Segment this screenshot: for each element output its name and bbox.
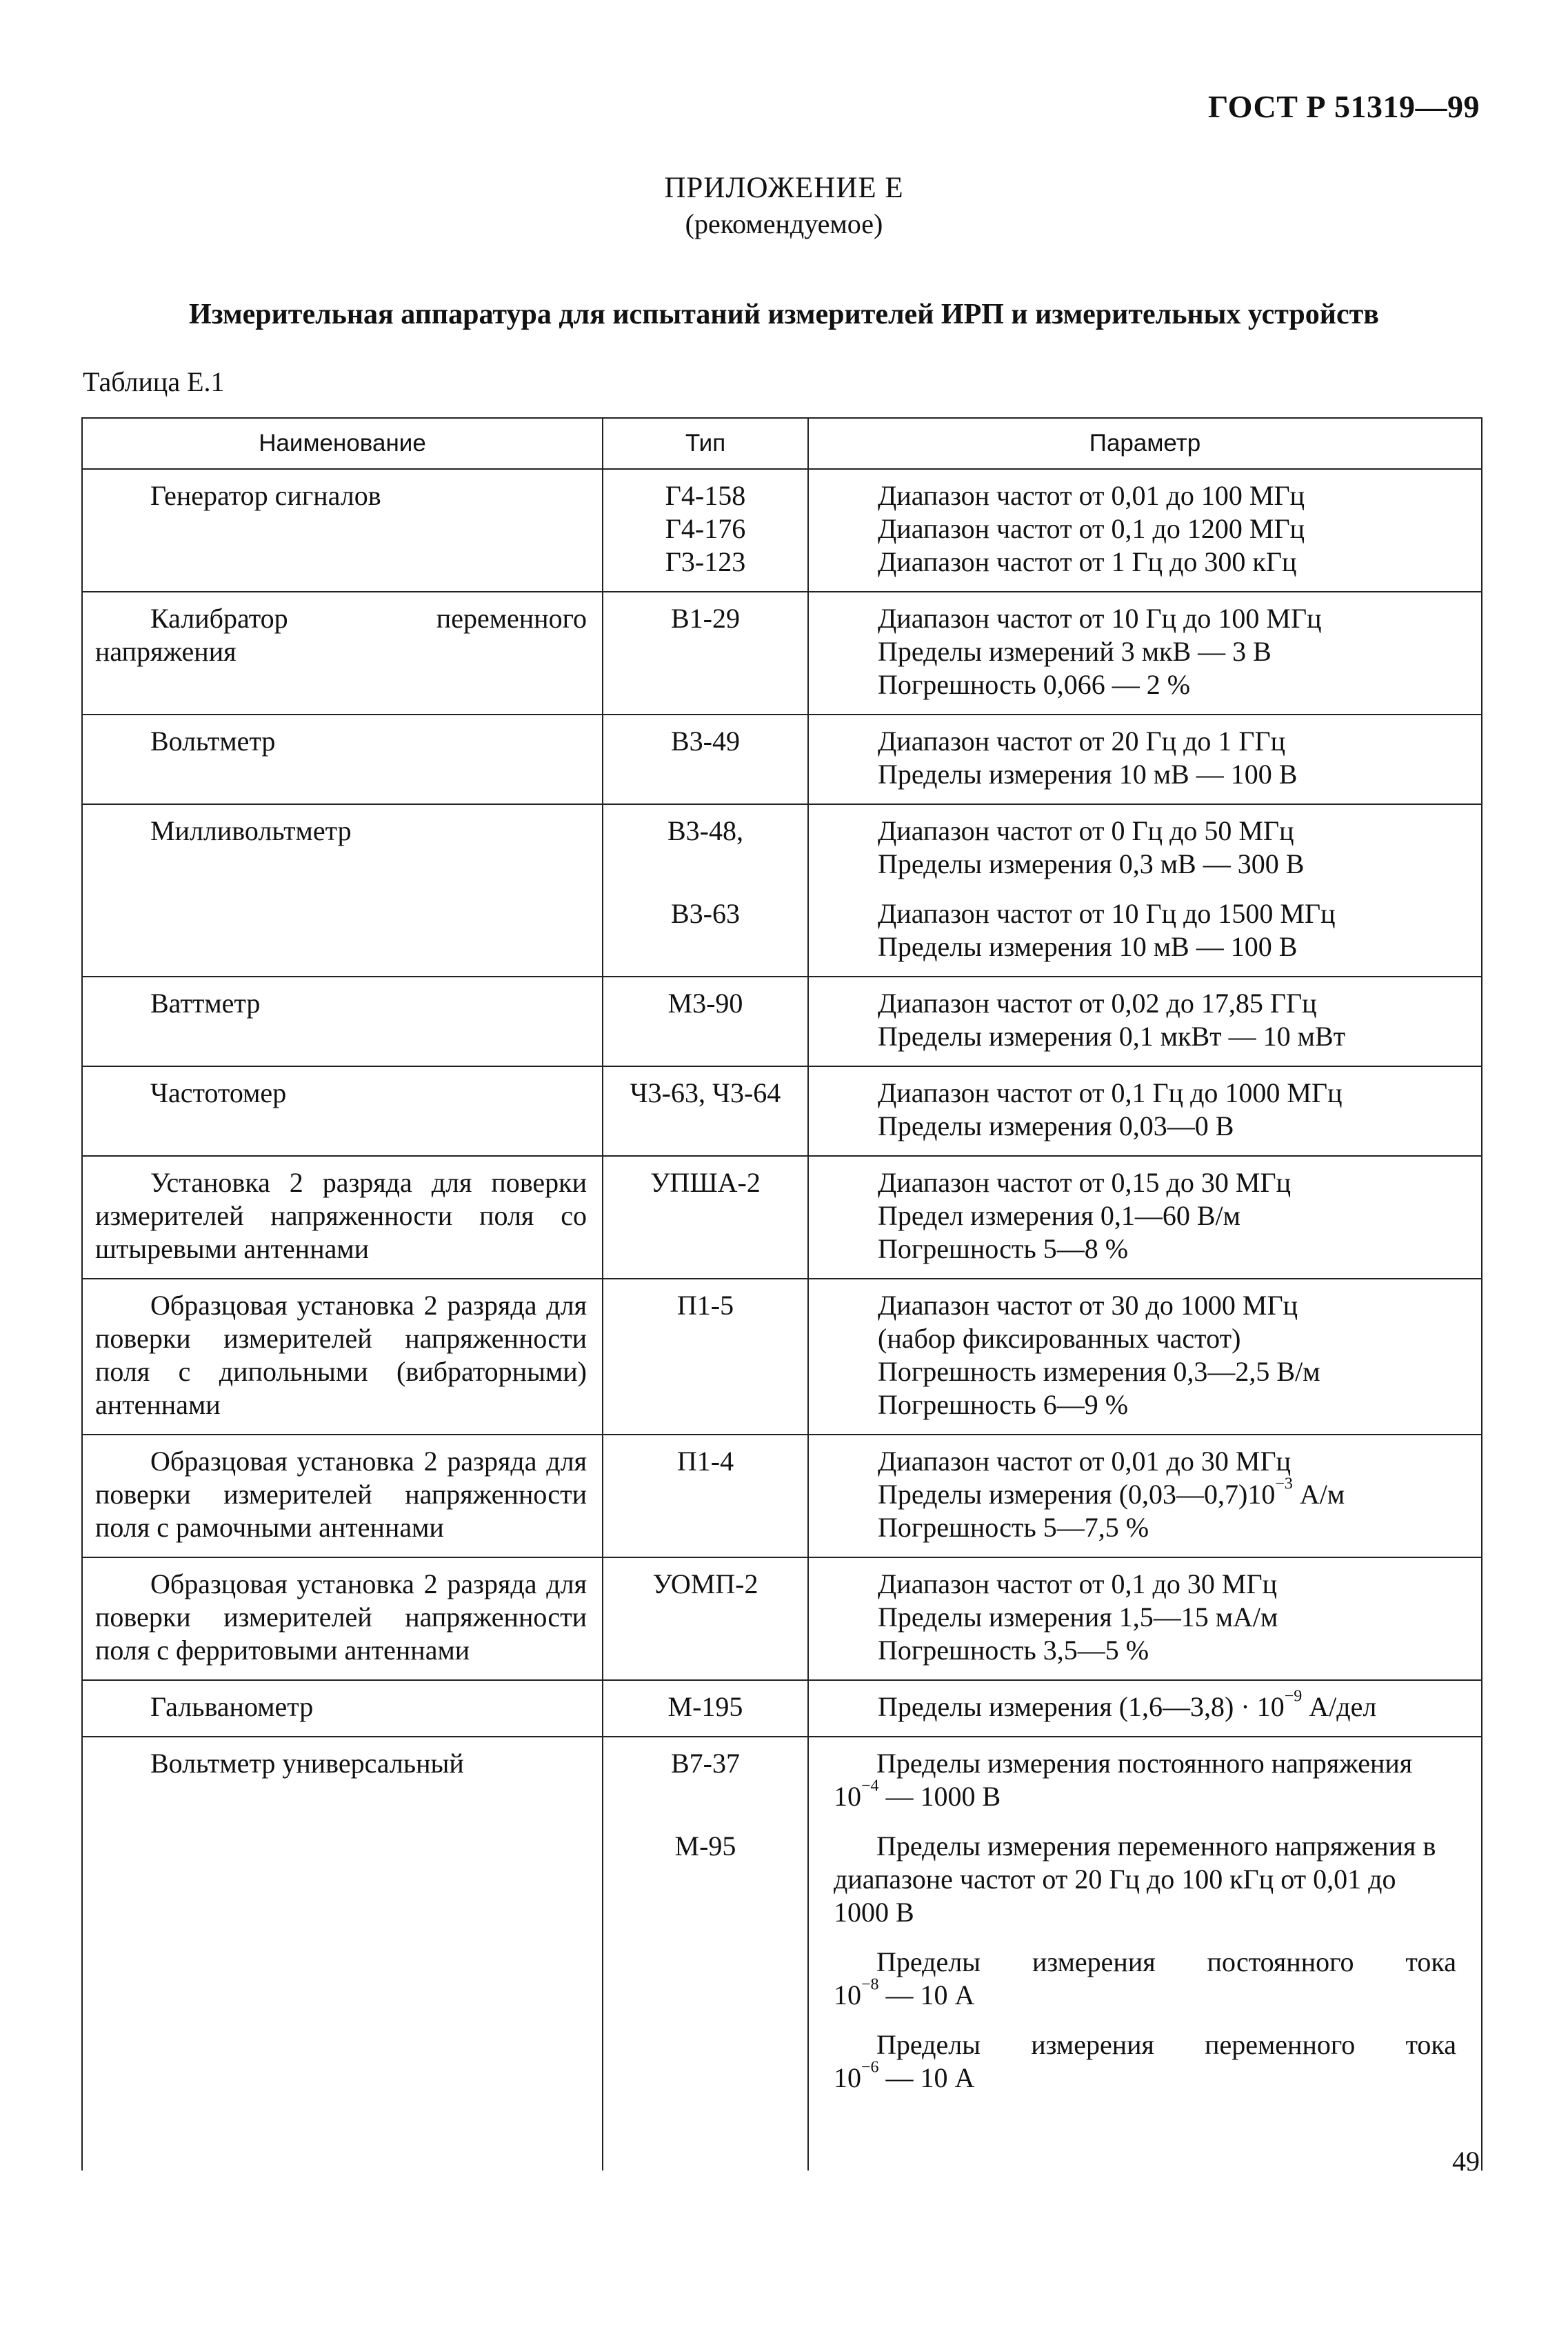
appendix-heading: [0, 171, 1568, 240]
table-label: Таблица Е.1: [83, 366, 225, 397]
row-param: Диапазон частот от 0,01 до 100 МГц Диапазон частот от 0,1 до 1200 МГц Диапазон частот от 1 Гц до 300 кГц: [808, 469, 1482, 592]
current-ac-line: Пределы измерения переменного тока: [876, 2029, 1456, 2060]
row-param: Диапазон частот от 0,1 Гц до 1000 МГц Пределы измерения 0,03—0 В: [808, 1066, 1482, 1156]
row-name: Вольтметр: [82, 715, 603, 804]
row-name: Вольтметр универсальный: [82, 1737, 603, 2171]
row-param: Диапазон частот от 20 Гц до 1 ГГц Пределы измерения 10 мВ — 100 В: [808, 715, 1482, 804]
appendix-status: (рекомендуемое): [685, 208, 883, 239]
row-type: М3-90: [603, 977, 808, 1066]
table-header-row: [82, 418, 1482, 469]
standard-code: ГОСТ Р 51319—99: [1208, 89, 1480, 124]
row-param: Диапазон частот от 0,01 до 30 МГц Пределы измерения $(0,03—0,7)10^{-3}$ А/м Погрешность 5—7,5 %: [808, 1435, 1482, 1557]
row-name: Установка 2 разряда для поверки измерителей напряженности поля со штыревыми антеннами: [82, 1156, 603, 1279]
row-type: В7-37 М-95: [603, 1737, 808, 2171]
table-row: [82, 977, 1482, 1066]
table-row: [82, 715, 1482, 804]
table-row: [82, 1680, 1482, 1737]
page-number: 49: [1452, 2146, 1480, 2177]
header-type: Тип: [603, 418, 808, 469]
row-param: Диапазон частот от 10 Гц до 100 МГц Пределы измерений 3 мкВ — 3 В Погрешность 0,066 — 2 %: [808, 592, 1482, 715]
table-row: [82, 1156, 1482, 1279]
equipment-table-wrapper: [81, 417, 1481, 2171]
row-type: П1-5: [603, 1279, 808, 1435]
table-row: [82, 1066, 1482, 1156]
row-param: Диапазон частот от 0,1 до 30 МГц Пределы измерения 1,5—15 мА/м Погрешность 3,5—5 %: [808, 1557, 1482, 1680]
table-row: [82, 1737, 1482, 2171]
appendix-title: ПРИЛОЖЕНИЕ Е: [664, 172, 904, 204]
row-param: Пределы измерения (1,6—3,8) · $10^{-9}$ А/дел: [808, 1680, 1482, 1737]
row-name: Генератор сигналов: [82, 469, 603, 592]
table-row: [82, 1435, 1482, 1557]
row-param: Диапазон частот от 0 Гц до 50 МГц Пределы измерения 0,3 мВ — 300 В Диапазон частот от 10 Гц до 1500 МГц Пределы измерения 10 мВ — 100 В: [808, 804, 1482, 977]
row-type: Г4-158 Г4-176 Г3-123: [603, 469, 808, 592]
row-type: М-195: [603, 1680, 808, 1737]
row-param: Диапазон частот от 30 до 1000 МГц (набор фиксированных частот) Погрешность измерения 0,3—2,5 В/м Погрешность 6—9 %: [808, 1279, 1482, 1435]
row-type: УОМП-2: [603, 1557, 808, 1680]
row-param: Диапазон частот от 0,15 до 30 МГц Предел измерения 0,1—60 В/м Погрешность 5—8 %: [808, 1156, 1482, 1279]
document-title: Измерительная аппаратура для испытаний измерителей ИРП и измерительных устройств: [189, 299, 1379, 330]
row-type: В3-49: [603, 715, 808, 804]
row-type: В1-29: [603, 592, 808, 715]
header-param: Параметр: [808, 418, 1482, 469]
table-row: [82, 592, 1482, 715]
table-row: [82, 469, 1482, 592]
row-name: Гальванометр: [82, 1680, 603, 1737]
table-row: [82, 804, 1482, 977]
row-param: Пределы измерения постоянного напряжения $10^{-4}$ — 1000 В Пределы измерения переменного напряжения в диапазоне частот от 20 Гц до 100 кГц от 0,01 до 1000 В Пределы измерения постоянного тока $10^{-8}$ — 10 А Пределы измерения переменного тока $10^{-6}$ — 10 А: [808, 1737, 1482, 2171]
row-type: В3-48, В3-63: [603, 804, 808, 977]
row-name: Ваттметр: [82, 977, 603, 1066]
row-name: Частотомер: [82, 1066, 603, 1156]
row-param: Диапазон частот от 0,02 до 17,85 ГГц Пределы измерения 0,1 мкВт — 10 мВт: [808, 977, 1482, 1066]
equipment-table: [81, 417, 1482, 2171]
row-type: Ч3-63, Ч3-64: [603, 1066, 808, 1156]
row-name: Образцовая установка 2 разряда для поверки измерителей напряженности поля с ферритовыми антеннами: [82, 1557, 603, 1680]
row-name: Калибратор переменного напряжения: [82, 592, 603, 715]
row-name: Милливольтметр: [82, 804, 603, 977]
row-type: П1-4: [603, 1435, 808, 1557]
header-name: Наименование: [82, 418, 603, 469]
table-row: [82, 1279, 1482, 1435]
current-dc-line: Пределы измерения постоянного тока: [876, 1946, 1456, 1977]
row-type: УПША-2: [603, 1156, 808, 1279]
table-row: [82, 1557, 1482, 1680]
row-name: Образцовая установка 2 разряда для поверки измерителей напряженности поля с дипольными (вибраторными) антеннами: [82, 1279, 603, 1435]
row-name: Образцовая установка 2 разряда для поверки измерителей напряженности поля с рамочными антеннами: [82, 1435, 603, 1557]
